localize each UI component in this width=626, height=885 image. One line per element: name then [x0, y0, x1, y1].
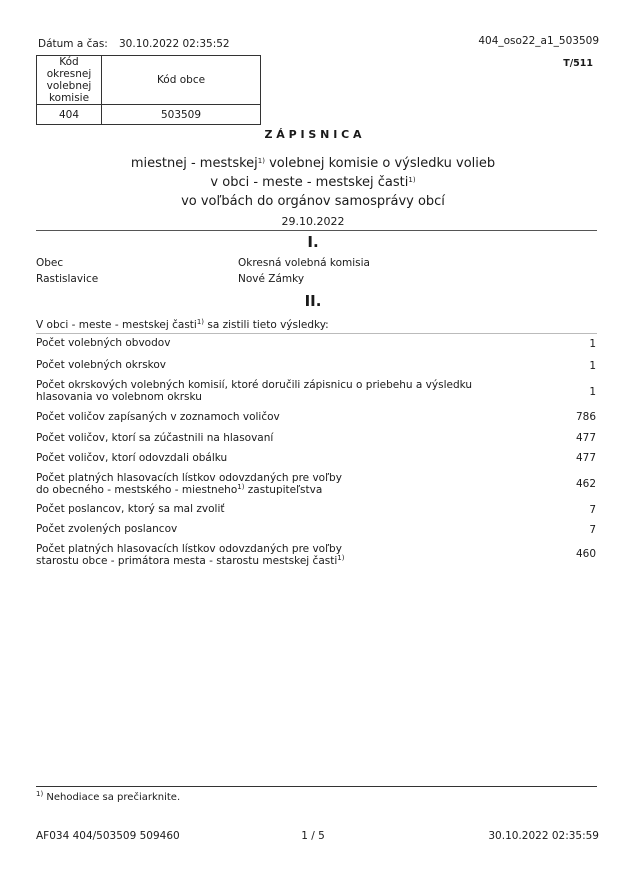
section-1-numeral: I. [307, 233, 319, 251]
datetime-label: Dátum a čas: [38, 38, 108, 50]
result-row-value: 7 [589, 524, 596, 536]
result-row-value: 477 [575, 432, 596, 444]
result-row-value: 1 [589, 338, 596, 350]
results-intro: V obci - meste - mestskej časti$^{1)}$ sa zistili tieto výsledky: [36, 318, 329, 331]
district-commission-value: Nové Zámky [238, 273, 305, 285]
district-commission-code: 404 [37, 105, 102, 125]
result-row-label: Počet platných hlasovacích lístkov odovzdaných pre voľby do obecného - mestského - miestneho$^{1)}$ zastupiteľstva [36, 472, 342, 496]
district-commission-label: Okresná volebná komisia [238, 257, 370, 269]
divider [36, 333, 597, 334]
result-row-value: 462 [575, 478, 596, 490]
result-row-label: Počet voličov zapísaných v zoznamoch voličov [36, 411, 280, 423]
result-row-label: Počet voličov, ktorí sa zúčastnili na hlasovaní [36, 432, 274, 444]
municipality-value: Rastislavice [36, 273, 99, 285]
result-row-value: 7 [589, 504, 596, 516]
page-number: 1 / 5 [301, 830, 325, 842]
footer-document-id: AF034 404/503509 509460 [36, 830, 180, 842]
result-row-value: 1 [589, 360, 596, 372]
result-row-label: Počet poslancov, ktorý sa mal zvoliť [36, 503, 225, 515]
district-commission-code-header: Kód okresnej volebnej komisie [37, 56, 102, 105]
municipality-code: 503509 [102, 105, 261, 125]
form-code: T/511 [563, 58, 593, 69]
title-line-2: v obci - meste - mestskej časti$^{1)}$ [210, 175, 416, 190]
result-row-label: Počet platných hlasovacích lístkov odovzdaných pre voľby starostu obce - primátora mesta - starostu mestskej časti$^{1)}$ [36, 543, 345, 567]
result-row-value: 1 [589, 386, 596, 398]
document-heading: Z Á P I S N I C A [264, 128, 362, 141]
footnote-divider [36, 786, 597, 787]
municipality-label: Obec [36, 257, 64, 269]
municipality-code-header: Kód obce [102, 56, 261, 105]
footer-timestamp: 30.10.2022 02:35:59 [488, 830, 599, 842]
election-date: 29.10.2022 [281, 215, 345, 228]
datetime-value: 30.10.2022 02:35:52 [119, 38, 230, 50]
result-row-label: Počet volebných okrskov [36, 359, 167, 371]
result-row-value: 460 [575, 548, 596, 560]
result-row-label: Počet zvolených poslancov [36, 523, 178, 535]
result-row-value: 786 [575, 411, 596, 423]
result-row-label: Počet volebných obvodov [36, 337, 171, 349]
section-2-numeral: II. [304, 292, 322, 310]
divider [36, 230, 597, 231]
result-row-label: Počet voličov, ktorí odovzdali obálku [36, 452, 228, 464]
codes-table [36, 55, 261, 125]
result-row-label: Počet okrskových volebných komisií, ktoré doručili zápisnicu o priebehu a výsledku hlasovania vo volebnom okrsku [36, 379, 473, 403]
title-line-3: vo voľbách do orgánov samosprávy obcí [181, 194, 445, 209]
result-row-value: 477 [575, 452, 596, 464]
footnote: $^{1)}$ Nehodiace sa prečiarknite. [36, 790, 181, 803]
title-line-1: miestnej - mestskej$^{1)}$ volebnej komisie o výsledku volieb [130, 156, 496, 171]
document-code: 404_oso22_a1_503509 [478, 35, 599, 47]
